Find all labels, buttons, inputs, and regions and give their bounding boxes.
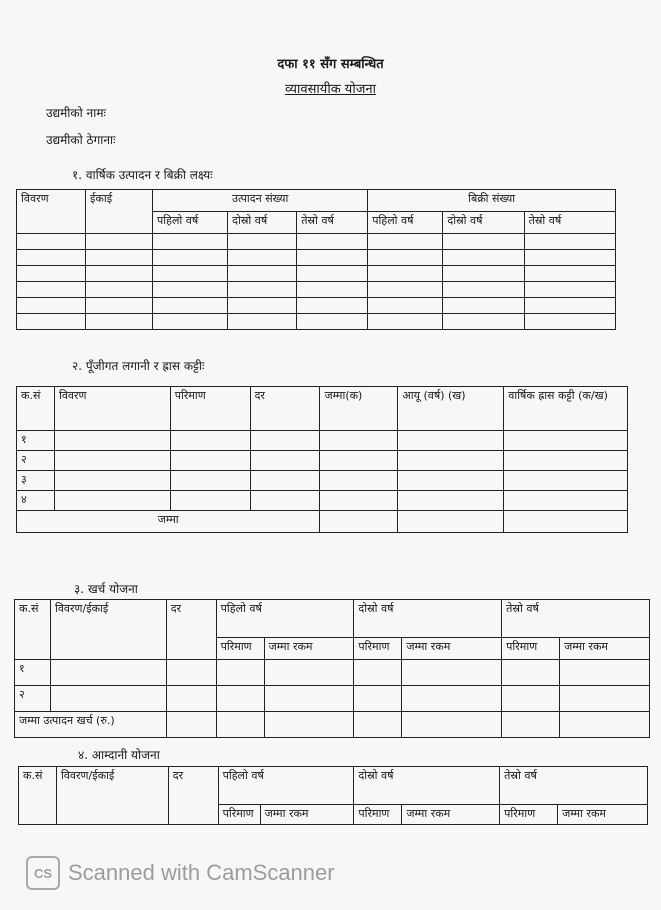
document-heading: दफा ११ सँग सम्बन्धित: [277, 57, 384, 72]
header-serial: क.सं: [19, 767, 57, 825]
header-description-unit: विवरण/ईकाई: [50, 600, 166, 660]
table-row: [17, 314, 616, 330]
row-number: ३: [17, 471, 55, 491]
section3-title: ३. खर्च योजना: [74, 582, 138, 596]
header-serial: क.सं: [17, 387, 55, 431]
entrepreneur-address-label: उद्यमीको ठेगानाः: [46, 133, 116, 147]
header-rate: दर: [168, 767, 218, 825]
row-number: ४: [17, 491, 55, 511]
table-row: [15, 660, 650, 686]
table-row: [17, 511, 628, 533]
table-row: [17, 471, 628, 491]
header-year-3: तेस्रो वर्ष: [297, 212, 368, 234]
header-year-3: तेस्रो वर्ष: [500, 767, 648, 805]
header-year-3: तेस्रो वर्ष: [502, 600, 650, 638]
table-row: [17, 282, 616, 298]
row-number: १: [15, 660, 51, 686]
total-label: जम्मा: [17, 511, 320, 533]
row-number: २: [17, 451, 55, 471]
table-row: [17, 491, 628, 511]
header-total-amount: जम्मा रकम: [264, 638, 354, 660]
header-total-amount: जम्मा रकम: [260, 805, 354, 825]
header-rate: दर: [250, 387, 320, 431]
row-number: २: [15, 686, 51, 712]
row-number: १: [17, 431, 55, 451]
header-sales-count: बिक्री संख्या: [368, 190, 616, 212]
header-year-2: दोस्रो वर्ष: [443, 212, 524, 234]
header-year-2: दोस्रो वर्ष: [354, 767, 500, 805]
table-row: [17, 298, 616, 314]
expense-plan-table: [14, 599, 650, 738]
header-quantity: परिमाण: [218, 805, 260, 825]
section2-title: २. पूँजीगत लगानी र ह्रास कट्टीः: [72, 359, 205, 373]
table-row: [17, 431, 628, 451]
header-description-unit: विवरण/ईकाई: [56, 767, 168, 825]
header-total-amount: जम्मा रकम: [402, 805, 500, 825]
header-year-1: पहिलो वर्ष: [218, 767, 354, 805]
capital-investment-table: [16, 386, 628, 533]
header-total-amount: जम्मा रकम: [560, 638, 650, 660]
header-description: विवरण: [54, 387, 170, 431]
header-year-1: पहिलो वर्ष: [368, 212, 443, 234]
section4-title: ४. आम्दानी योजना: [78, 748, 160, 762]
income-plan-table: [18, 766, 648, 825]
table-row: [17, 451, 628, 471]
header-year-2: दोस्रो वर्ष: [228, 212, 297, 234]
header-year-3: तेस्रो वर्ष: [524, 212, 615, 234]
header-quantity: परिमाण: [502, 638, 560, 660]
header-annual-depreciation: वार्षिक ह्रास कट्टी (क/ख): [504, 387, 628, 431]
header-life-years: आयू (वर्ष) (ख): [398, 387, 504, 431]
section1-title: १. वार्षिक उत्पादन र बिक्री लक्ष्यः: [72, 168, 213, 182]
table-row: [15, 686, 650, 712]
camscanner-text: Scanned with CamScanner: [68, 860, 335, 885]
camscanner-watermark: [26, 856, 366, 890]
header-quantity: परिमाण: [170, 387, 250, 431]
header-year-1: पहिलो वर्ष: [153, 212, 228, 234]
entrepreneur-name-label: उद्यमीको नामः: [46, 106, 106, 120]
header-total: जम्मा(क): [320, 387, 398, 431]
header-quantity: परिमाण: [354, 805, 402, 825]
header-quantity: परिमाण: [354, 638, 402, 660]
table-row: [17, 234, 616, 250]
header-rate: दर: [166, 600, 216, 660]
header-quantity: परिमाण: [500, 805, 558, 825]
header-serial: क.सं: [15, 600, 51, 660]
table-row: [15, 712, 650, 738]
camscanner-logo-icon: CS: [26, 856, 60, 890]
total-production-cost-label: जम्मा उत्पादन खर्च (रु.): [15, 712, 167, 738]
production-sales-table: [16, 189, 616, 330]
header-total-amount: जम्मा रकम: [402, 638, 502, 660]
header-production-count: उत्पादन संख्या: [153, 190, 368, 212]
header-quantity: परिमाण: [216, 638, 264, 660]
table-row: [17, 266, 616, 282]
header-year-2: दोस्रो वर्ष: [354, 600, 502, 638]
table-row: [17, 250, 616, 266]
header-unit: ईकाई: [86, 190, 153, 234]
document-subheading: व्यावसायीक योजना: [285, 82, 376, 97]
header-total-amount: जम्मा रकम: [558, 805, 648, 825]
header-description: विवरण: [17, 190, 86, 234]
header-year-1: पहिलो वर्ष: [216, 600, 354, 638]
